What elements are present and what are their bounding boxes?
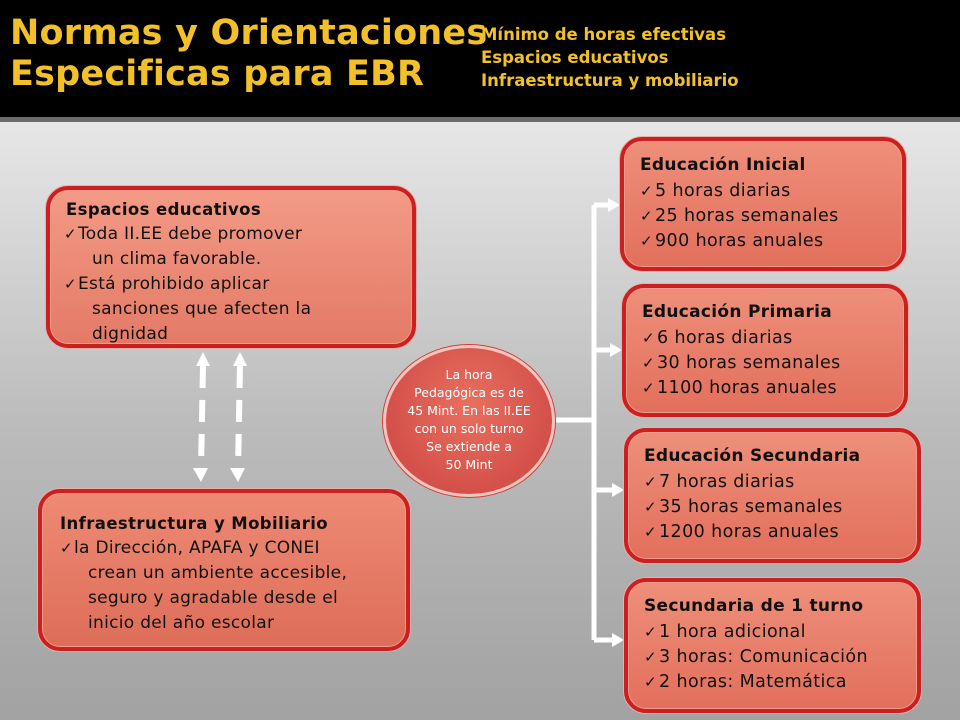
circle-line: con un solo turno [414, 421, 524, 436]
educacion-primaria-box [622, 284, 908, 417]
check-icon: ✓ [640, 182, 653, 200]
circle-line: 45 Mint. En las II.EE [407, 403, 531, 418]
item-text: Está prohibido aplicar [78, 274, 270, 294]
list-item [644, 520, 917, 545]
list-item [644, 670, 917, 695]
list-item [64, 272, 412, 297]
check-icon: ✓ [644, 473, 657, 491]
box-title: Secundaria de 1 turno [644, 596, 864, 616]
educacion-inicial-box [620, 137, 906, 271]
list-item [644, 620, 917, 645]
item-text-continued: dignidad [92, 324, 169, 344]
educacion-secundaria-box [624, 428, 921, 563]
arrow-head-icon [612, 633, 624, 647]
arrow-head-icon [233, 352, 247, 366]
item-text: 1 hora adicional [659, 622, 806, 642]
title-line: Especificas para EBR [10, 54, 425, 94]
arrow-head-icon [196, 352, 210, 366]
list-item [64, 222, 412, 247]
box-title: Infraestructura y Mobiliario [60, 514, 329, 533]
box-title: Espacios educativos [66, 200, 262, 219]
item-text: 7 horas diarias [659, 472, 795, 492]
check-icon: ✓ [642, 379, 655, 397]
item-text: 25 horas semanales [655, 206, 839, 226]
item-text-continued: crean un ambiente accesible, [88, 563, 348, 583]
check-icon: ✓ [644, 648, 657, 666]
dashed-arrow-up [238, 366, 240, 470]
item-text: 30 horas semanales [657, 353, 841, 373]
item-text: 6 horas diarias [657, 328, 793, 348]
circle-line: Se extiende a [426, 439, 512, 454]
item-text: 900 horas anuales [655, 231, 824, 251]
item-text: 3 horas: Comunicación [659, 647, 869, 667]
item-text: 1100 horas anuales [657, 378, 838, 398]
check-icon: ✓ [644, 623, 657, 641]
arrow-head-icon [612, 483, 624, 497]
item-text: 2 horas: Matemática [659, 672, 847, 692]
item-text: 35 horas semanales [659, 497, 843, 517]
item-text-continued: sanciones que afecten la [92, 299, 312, 319]
subtitle-line: Infraestructura y mobiliario [481, 71, 739, 90]
arrow-head-icon [610, 343, 622, 357]
check-icon: ✓ [64, 225, 77, 243]
item-text-continued: inicio del año escolar [88, 613, 275, 633]
list-item [640, 229, 902, 254]
check-icon: ✓ [642, 354, 655, 372]
item-text: Toda II.EE debe promover [78, 224, 303, 244]
subtitle-line: Mínimo de horas efectivas [481, 25, 727, 44]
check-icon: ✓ [644, 523, 657, 541]
check-icon: ✓ [640, 232, 653, 250]
arrow-head-icon [230, 468, 245, 482]
secundaria-un-turno-box [624, 578, 921, 713]
check-icon: ✓ [64, 275, 77, 293]
box-title: Educación Primaria [642, 302, 832, 322]
check-icon: ✓ [644, 498, 657, 516]
arrow-head-icon [608, 198, 620, 212]
circle-line: La hora [445, 367, 493, 382]
circle-line: Pedagógica es de [414, 385, 524, 400]
check-icon: ✓ [644, 673, 657, 691]
circle-text [383, 366, 555, 474]
list-item [60, 536, 406, 561]
list-item [640, 204, 902, 229]
check-icon: ✓ [640, 207, 653, 225]
dashed-arrow-down [201, 366, 203, 470]
infraestructura-box [38, 489, 410, 651]
list-item [644, 470, 917, 495]
list-item [644, 495, 917, 520]
circle-line: 50 Mint [445, 457, 493, 472]
check-icon: ✓ [60, 539, 73, 557]
box-title: Educación Secundaria [644, 446, 861, 466]
item-text: 5 horas diarias [655, 181, 791, 201]
list-item [642, 351, 904, 376]
item-text-continued: seguro y agradable desde el [88, 588, 339, 608]
subtitle-line: Espacios educativos [481, 48, 669, 67]
list-item [642, 326, 904, 351]
list-item [642, 376, 904, 401]
box-title: Educación Inicial [640, 155, 806, 175]
arrow-head-icon [193, 468, 208, 482]
item-text: la Dirección, APAFA y CONEI [74, 538, 320, 558]
check-icon: ✓ [642, 329, 655, 347]
espacios-educativos-box [46, 186, 416, 348]
item-text: 1200 horas anuales [659, 522, 840, 542]
item-text-continued: un clima favorable. [92, 249, 262, 269]
title-line: Normas y Orientaciones [10, 13, 488, 53]
list-item [640, 179, 902, 204]
list-item [644, 645, 917, 670]
